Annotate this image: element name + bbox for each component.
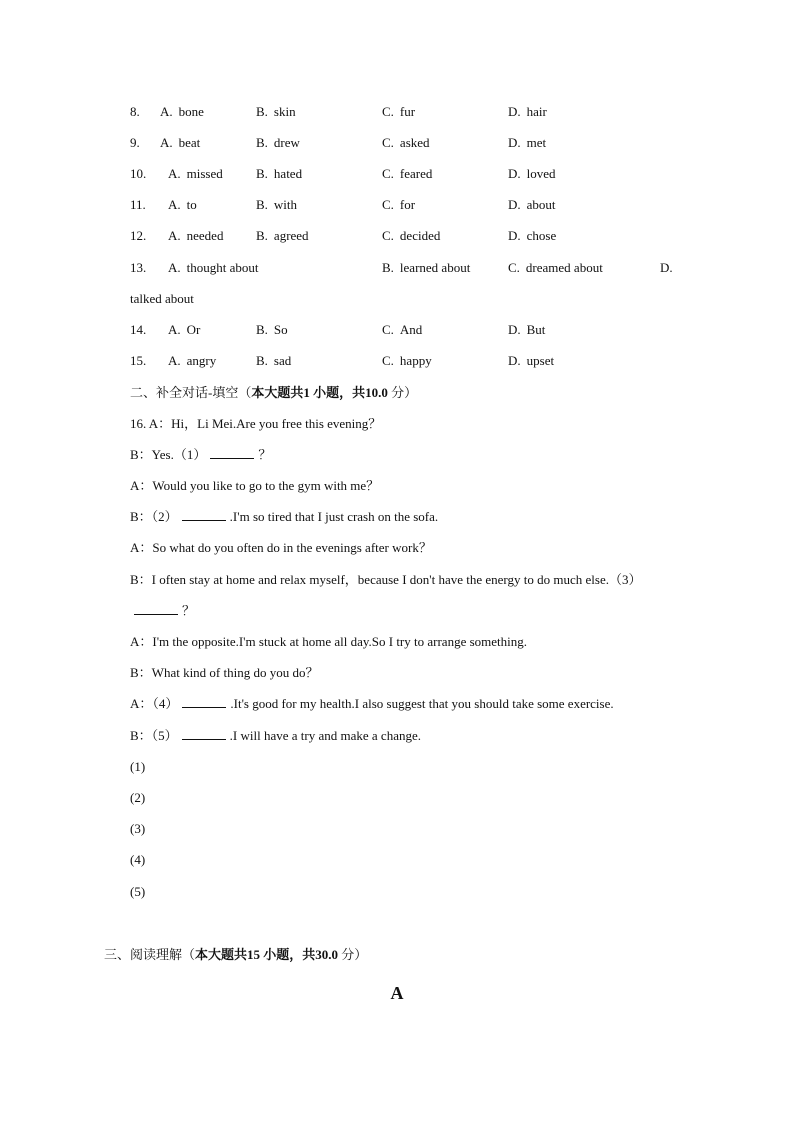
dialogue-text-after-blank: .I'm so tired that I just crash on the sofa. — [229, 509, 439, 524]
dialogue-text-after-blank: ？ — [258, 447, 272, 462]
option-letter: C. — [382, 135, 394, 150]
dialogue-text: B：I often stay at home and relax myself，because I don't have the energy to do much else.（3） — [130, 572, 642, 587]
option-letter: D. — [508, 166, 521, 181]
option-a — [168, 351, 216, 371]
dialogue-line — [130, 570, 641, 590]
dialogue-text: B：What kind of thing do you do？ — [130, 665, 319, 680]
option-letter: A. — [168, 260, 181, 275]
question-number: 11. — [130, 197, 146, 212]
option-text: fur — [399, 104, 416, 119]
dialogue-text: 16. A：Hi，Li Mei.Are you free this evening？ — [130, 416, 382, 431]
dialogue-text: A：Would you like to go to the gym with me？ — [130, 478, 380, 493]
answer-label: (3) — [130, 821, 146, 836]
dialogue-line — [130, 601, 195, 621]
option-b — [256, 226, 309, 246]
q13-option-d-wrap: talked about — [130, 291, 194, 306]
option-d — [508, 164, 556, 184]
dialogue-line — [130, 726, 421, 746]
option-text: bone — [178, 104, 204, 119]
question-number: 14. — [130, 322, 147, 337]
dialogue-text: B：（5） — [130, 728, 178, 743]
answer-blank[interactable] — [210, 446, 254, 459]
option-text: to — [186, 197, 197, 212]
dialogue-text: B：（2） — [130, 509, 178, 524]
dialogue-line — [130, 445, 271, 465]
option-b — [256, 133, 300, 153]
option-text: loved — [526, 166, 556, 181]
option-text: And — [399, 322, 423, 337]
dialogue-line — [130, 694, 614, 714]
option-text: about — [526, 197, 556, 212]
question-number: 10. — [130, 166, 147, 181]
option-letter: B. — [256, 322, 268, 337]
dialogue-text: B：Yes.（1） — [130, 447, 207, 462]
option-b — [256, 351, 291, 371]
option-letter: D. — [508, 104, 521, 119]
answer-label: (5) — [130, 884, 146, 899]
option-text: happy — [399, 353, 432, 368]
option-letter: D. — [508, 322, 521, 337]
option-letter: B. — [256, 353, 268, 368]
option-d — [508, 195, 556, 215]
option-b — [256, 102, 296, 122]
answer-label: (1) — [130, 759, 146, 774]
dialogue-text-after-blank: .It's good for my health.I also suggest that you should take some exercise. — [230, 696, 614, 711]
option-letter: C. — [382, 166, 394, 181]
answer-blank[interactable] — [182, 508, 226, 521]
option-c — [508, 258, 603, 278]
dialogue-line — [130, 476, 379, 496]
option-text: hated — [273, 166, 303, 181]
option-text: dreamed about — [525, 260, 603, 275]
question-number: 13. — [130, 260, 147, 275]
answer-blank[interactable] — [182, 727, 226, 740]
answer-label: (2) — [130, 790, 146, 805]
answer-label: (4) — [130, 852, 146, 867]
section-3-heading: 三、阅读理解（本大题共15 小题，共30.0 分） — [104, 947, 368, 962]
option-letter: D. — [660, 260, 673, 275]
option-c — [382, 226, 440, 246]
question-number: 12. — [130, 228, 147, 243]
option-a — [168, 226, 223, 246]
question-number: 15. — [130, 353, 147, 368]
option-c — [382, 320, 422, 340]
option-text: with — [273, 197, 298, 212]
option-c — [382, 102, 415, 122]
question-number: 8. — [130, 104, 140, 119]
option-letter: A. — [168, 166, 181, 181]
dialogue-text: A：So what do you often do in the evenings after work？ — [130, 540, 432, 555]
option-text: asked — [399, 135, 430, 150]
option-letter: A. — [168, 228, 181, 243]
option-text: chose — [526, 228, 557, 243]
option-a — [160, 102, 204, 122]
option-letter: C. — [508, 260, 520, 275]
option-letter: C. — [382, 353, 394, 368]
option-d — [508, 351, 554, 371]
option-letter: D. — [508, 228, 521, 243]
dialogue-line — [130, 414, 381, 434]
option-letter: C. — [382, 104, 394, 119]
dialogue-line — [130, 507, 438, 527]
option-letter: D. — [508, 353, 521, 368]
option-letter: C. — [382, 197, 394, 212]
option-letter: A. — [168, 322, 181, 337]
option-letter: A. — [160, 135, 173, 150]
option-text: thought about — [186, 260, 259, 275]
option-text: drew — [273, 135, 300, 150]
option-d — [508, 133, 546, 153]
option-a — [168, 320, 200, 340]
option-letter: C. — [382, 228, 394, 243]
option-text: decided — [399, 228, 441, 243]
option-text: feared — [399, 166, 433, 181]
option-d — [508, 226, 556, 246]
option-text: upset — [526, 353, 555, 368]
option-c — [382, 164, 432, 184]
dialogue-line — [130, 663, 319, 683]
option-text: missed — [186, 166, 223, 181]
option-letter: B. — [256, 228, 268, 243]
option-text: met — [526, 135, 547, 150]
question-number: 9. — [130, 135, 140, 150]
option-text: sad — [273, 353, 292, 368]
option-c — [382, 133, 430, 153]
dialogue-line — [130, 632, 527, 652]
option-letter: A. — [168, 353, 181, 368]
answer-blank[interactable] — [182, 695, 226, 708]
option-text: needed — [186, 228, 224, 243]
option-a — [160, 133, 200, 153]
option-letter: B. — [256, 104, 268, 119]
option-letter: B. — [256, 166, 268, 181]
dialogue-line — [130, 538, 432, 558]
option-text: learned about — [399, 260, 471, 275]
option-c — [382, 351, 432, 371]
option-b — [256, 195, 297, 215]
option-text: So — [273, 322, 288, 337]
option-c — [382, 195, 415, 215]
option-text: Or — [186, 322, 201, 337]
dialogue-text-after-blank: ？ — [182, 603, 196, 618]
option-text: angry — [186, 353, 217, 368]
option-d — [660, 258, 679, 278]
passage-title: A — [390, 983, 404, 1003]
option-text: for — [399, 197, 416, 212]
option-letter: D. — [508, 197, 521, 212]
option-letter: C. — [382, 322, 394, 337]
option-letter: B. — [256, 197, 268, 212]
option-letter: A. — [160, 104, 173, 119]
option-letter: B. — [256, 135, 268, 150]
option-b — [382, 258, 470, 278]
option-b — [256, 164, 302, 184]
dialogue-text: A：（4） — [130, 696, 179, 711]
option-b — [256, 320, 288, 340]
option-a — [168, 164, 223, 184]
option-a — [168, 258, 259, 278]
option-text: skin — [273, 104, 296, 119]
option-text: beat — [178, 135, 201, 150]
option-letter: A. — [168, 197, 181, 212]
option-a — [168, 195, 197, 215]
option-letter: B. — [382, 260, 394, 275]
option-text: agreed — [273, 228, 309, 243]
option-letter: D. — [508, 135, 521, 150]
section-2-heading: 二、补全对话-填空（本大题共1 小题，共10.0 分） — [130, 385, 418, 400]
option-d — [508, 320, 545, 340]
answer-blank[interactable] — [134, 602, 178, 615]
option-text: But — [526, 322, 546, 337]
dialogue-text: A：I'm the opposite.I'm stuck at home all day.So I try to arrange something. — [130, 634, 528, 649]
dialogue-text-after-blank: .I will have a try and make a change. — [229, 728, 421, 743]
option-text: hair — [526, 104, 547, 119]
option-d — [508, 102, 547, 122]
